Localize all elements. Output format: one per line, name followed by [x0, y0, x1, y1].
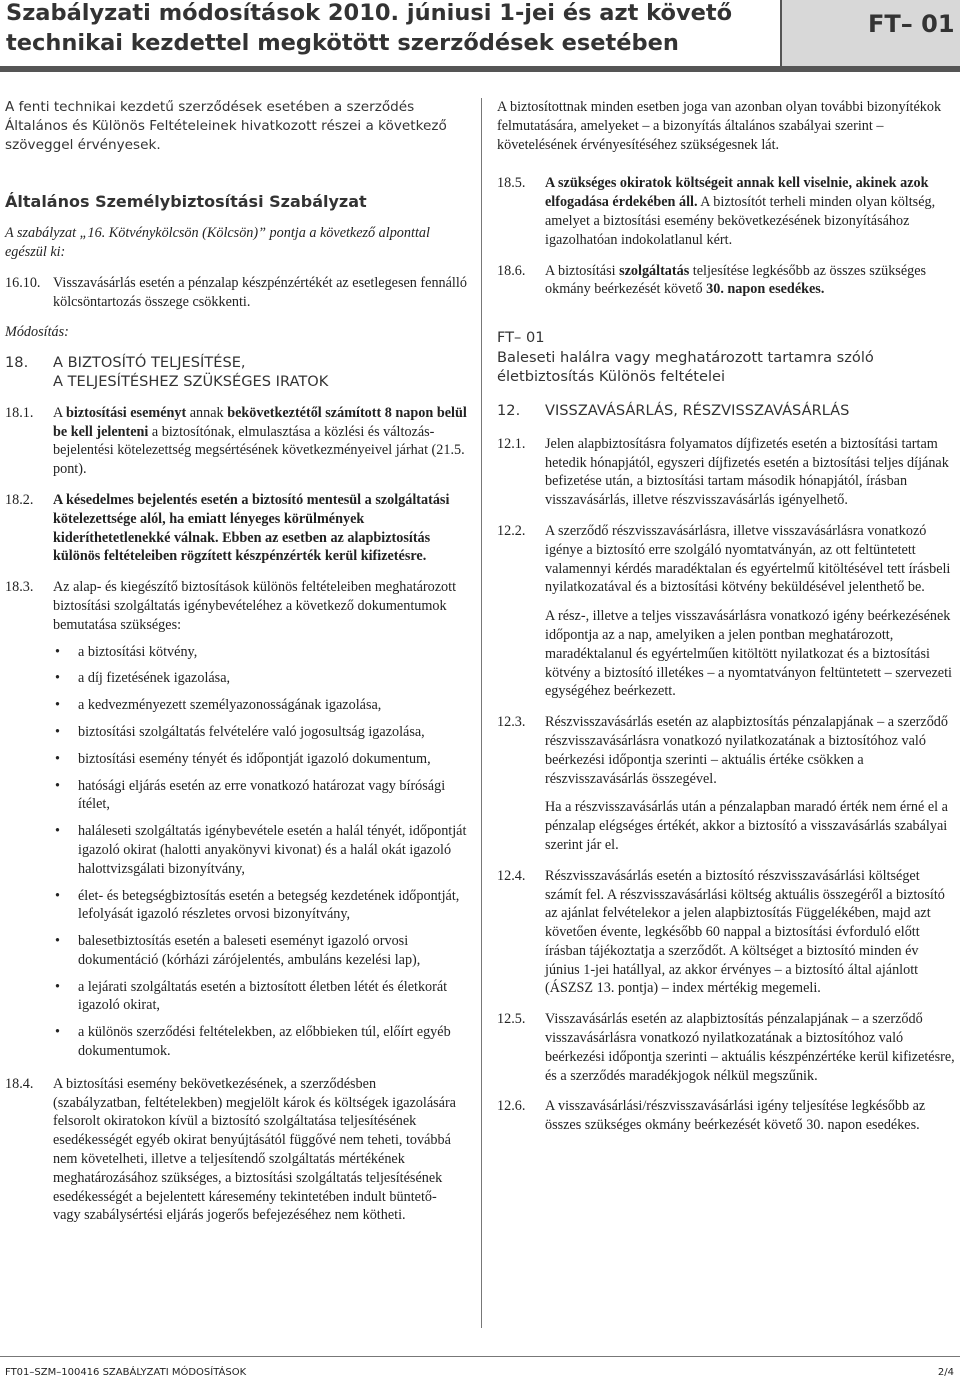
column-divider: [481, 98, 482, 1328]
paragraph-12-6: 12.6. A visszavásárlási/részvisszavásárlási igény teljesítése legkésőbb az összes szükséges okmány beérkezését követő 30. napon esedékes.: [497, 1098, 926, 1134]
footer-document-id: FT01–SZM–100416 SZABÁLYZATI MÓDOSÍTÁSOK: [5, 1367, 247, 1378]
paragraph-18-2: 18.2. A késedelmes bejelentés esetén a biztosító mentesül a szolgáltatási kötelezettsége alól, ha emiatt lényeges körülmények kideríthetetlenekké válnak. Ebben az esetben az alapbiztosítás különös feltételeiben rögzített készpénzérték kerül kifizetésre.: [5, 491, 450, 565]
ft-code-label: FT– 01: [497, 329, 545, 347]
left-column: [5, 98, 467, 1225]
list-item: • hatósági eljárás esetén az erre vonatkozó határozat vagy bírósági ítélet,: [53, 777, 467, 815]
right-column: [497, 98, 956, 1135]
paragraph-12-2-continued: A rész-, illetve a teljes visszavásárlásra vonatkozó igény beérkezésének időpontja az a nap, amelyiken a jelen pontban meghatározott, maradéktalanul és egyértelműen kitöltött nyilatkozat és a biztosítási kötvény a biztosító illetékes – a nyomtatványon feltüntetett – szervezeti egységéhez beérkezett.: [545, 608, 952, 700]
list-item: • a különös szerződési feltételekben, az előbbieken túl, előírt egyéb dokumentumok.: [53, 1023, 467, 1061]
document-code-box: [780, 0, 960, 66]
paragraph-18-1: 18.1. A biztosítási eseményt annak bekövetkeztétől számított 8 napon belül be kell jelenteni a biztosítónak, elmulasztása a közlési és változás-bejelentési kötelezettség megsértésének következményeivel járhat (21.5. pont).: [5, 404, 467, 478]
right-intro-paragraph: A biztosítottnak minden esetben joga van azonban olyan további bizonyítékok felmutatására, amelyeket – a bizonyítás általános szabályai szerint – követelésének érvényesítéséhez szükségesnek lát.: [497, 99, 942, 153]
list-item: • élet- és betegségbiztosítás esetén a betegség kezdetének időpontját, lefolyását igazoló részletes orvosi bizonyítvány,: [53, 887, 467, 925]
list-item: • biztosítási esemény tényét és időpontját igazoló dokumentum,: [53, 750, 467, 769]
list-item: • a díj fizetésének igazolása,: [53, 669, 467, 688]
page-title: Szabályzati módosítások 2010. júniusi 1-jei és azt követő technikai kezdettel megkötött szerződések esetében: [6, 0, 733, 56]
paragraph-18-3: 18.3. Az alap- és kiegészítő biztosítások különös feltételeiben meghatározott biztosítási szolgáltatás igénybevételéhez a következő dokumentumok bemutatása szükséges:: [5, 579, 457, 633]
paragraph-16-10: 16.10. Visszavásárlás esetén a pénzalap készpénzértékét az esetlegesen fennálló kölcsöntartozás összege csökkenti.: [5, 274, 467, 310]
paragraph-18-4: 18.4. A biztosítási esemény bekövetkezésének, a szerződésben (szabályzatban, feltételekben) megjelölt károk és költségek igazolására felsorolt okiratokon kívül a biztosító szolgáltatása teljesítésének esedékességét egyéb okirat benyújtásától függővé nem teheti, továbbá nem követelheti, illetve a teljesítendő szolgáltatás mértékének meghatározásához szükséges, a biztosítási szolgáltatás teljesítésének esedékességét a bejelentett káresemény tekintetében indult büntető- vagy szabálysértési eljárás jogerős befejezéséhez nem kötheti.: [5, 1075, 456, 1224]
heading-18: 18. A BIZTOSÍTÓ TELJESÍTÉSE, A TELJESÍTÉSHEZ SZÜKSÉGES IRATOK: [5, 354, 329, 390]
modification-label: Módosítás:: [5, 324, 69, 341]
paragraph-12-1: 12.1. Jelen alapbiztosításra folyamatos díjfizetés esetén a biztosítási tartam hetedik hónapjától, egyszeri díjfizetés esetén a biztosítási teljes díjának befizetése után, a biztosítási tartam második hónapjától, írásban visszavásárlás, illetve részvisszavásárlás igényelhető.: [497, 435, 949, 509]
paragraph-12-2: 12.2. A szerződő részvisszavásárlásra, illetve visszavásárlásra vonatkozó igénye a biztosító erre szolgáló nyomtatványán, az ott feltüntetett valamennyi kérdés maradéktalan és egyértelmű kitöltésével tett írásbeli nyilatkozatával és a biztosítási kötvény beküldésével jelenthető be.: [497, 522, 951, 596]
list-item: • haláleseti szolgáltatás igénybevétele esetén a halál tényét, időpontját igazoló okirat (halotti anyakönyvi kivonat) és a halál okát igazoló halottvizsgálati bizonyítvány,: [53, 822, 467, 878]
list-item: • balesetbiztosítás esetén a baleseti eseményt igazoló orvosi dokumentáció (kórházi zárójelentés, ambuláns kezelési lap),: [53, 932, 467, 970]
heading-12: 12. VISSZAVÁSÁRLÁS, RÉSZVISSZAVÁSÁRLÁS: [497, 401, 850, 419]
page-header: [0, 0, 960, 72]
list-item: • a lejárati szolgáltatás esetén a biztosított életben létét és életkorát igazoló okirat,: [53, 978, 467, 1016]
section-title: Általános Személybiztosítási Szabályzat: [5, 192, 367, 212]
document-list: [5, 643, 467, 1061]
header-rule: [0, 66, 960, 72]
intro-paragraph: A fenti technikai kezdetű szerződések esetében a szerződés Általános és Különös Feltételeinek hivatkozott részei a következő szöveggel érvényesek.: [5, 99, 447, 153]
paragraph-12-5: 12.5. Visszavásárlás esetén az alapbiztosítás pénzalapjának – a szerződő visszavásárlásra vonatkozó nyilatkozatának a biztosítóhoz való beérkezési időpontja szerinti – aktuális készpénzértéke kerül kifizetésre, és a szerződés maradékjogok nélkül megszűnik.: [497, 1011, 955, 1084]
section-subtitle: A szabályzat „16. Kötvénykölcsön (Kölcsön)” pontja a következő alponttal egészül ki:: [5, 225, 430, 260]
list-item: • biztosítási szolgáltatás felvételére való jogosultság igazolása,: [53, 723, 467, 742]
paragraph-18-6: 18.6. A biztosítási szolgáltatás teljesítése legkésőbb az összes szükséges okmány beérkezését követő 30. napon esedékes.: [497, 262, 927, 298]
ft-title: Baleseti halálra vagy meghatározott tartamra szóló életbiztosítás Különös feltételei: [497, 348, 874, 385]
list-item: • a kedvezményezett személyazonosságának igazolása,: [53, 696, 467, 715]
paragraph-12-3-continued: Ha a részvisszavásárlás után a pénzalapban maradó érték nem érné el a pénzalap elégséges értékét, akkor a biztosító a visszavásárlás szabályai szerint jár el.: [545, 799, 948, 853]
document-code: FT– 01: [868, 10, 955, 38]
footer-page-number: 2/4: [937, 1367, 954, 1378]
list-item: • a biztosítási kötvény,: [53, 643, 467, 662]
paragraph-12-4: 12.4. Részvisszavásárlás esetén a biztosító részvisszavásárlási költséget számít fel. A részvisszavásárlási költség aktuális összegéről a biztosító az ajánlat felvételekor a jelen alapbiztosítás Függelékében, majd azt követően évente, legkésőbb 60 nappal a biztosítási évforduló előtt írásban tájékoztatja a szerződőt. A költséget a biztosító minden év június 1-jei hatállyal, az akkor érvényes – a biztosító által ajánlott (ÁSZSZ 13. pontja) – index mértékig megemeli.: [497, 867, 945, 997]
paragraph-18-5: 18.5. A szükséges okiratok költségeit annak kell viselnie, akinek azok elfogadása érdekében áll. A biztosítót terheli minden olyan költség, amelyet a biztosítási esemény bekövetkezésének bizonyításához igazolhatóan indokolatlanul kért.: [497, 175, 936, 248]
footer-rule: [0, 1356, 960, 1357]
paragraph-12-3: 12.3. Részvisszavásárlás esetén az alapbiztosítás pénzalapjának – a szerződő részvisszavásárlásra vonatkozó nyilatkozatának a biztosítóhoz való beérkezési időpontja szerinti – aktuális értéke csökken a részvisszavásárlás összegével.: [497, 714, 948, 787]
